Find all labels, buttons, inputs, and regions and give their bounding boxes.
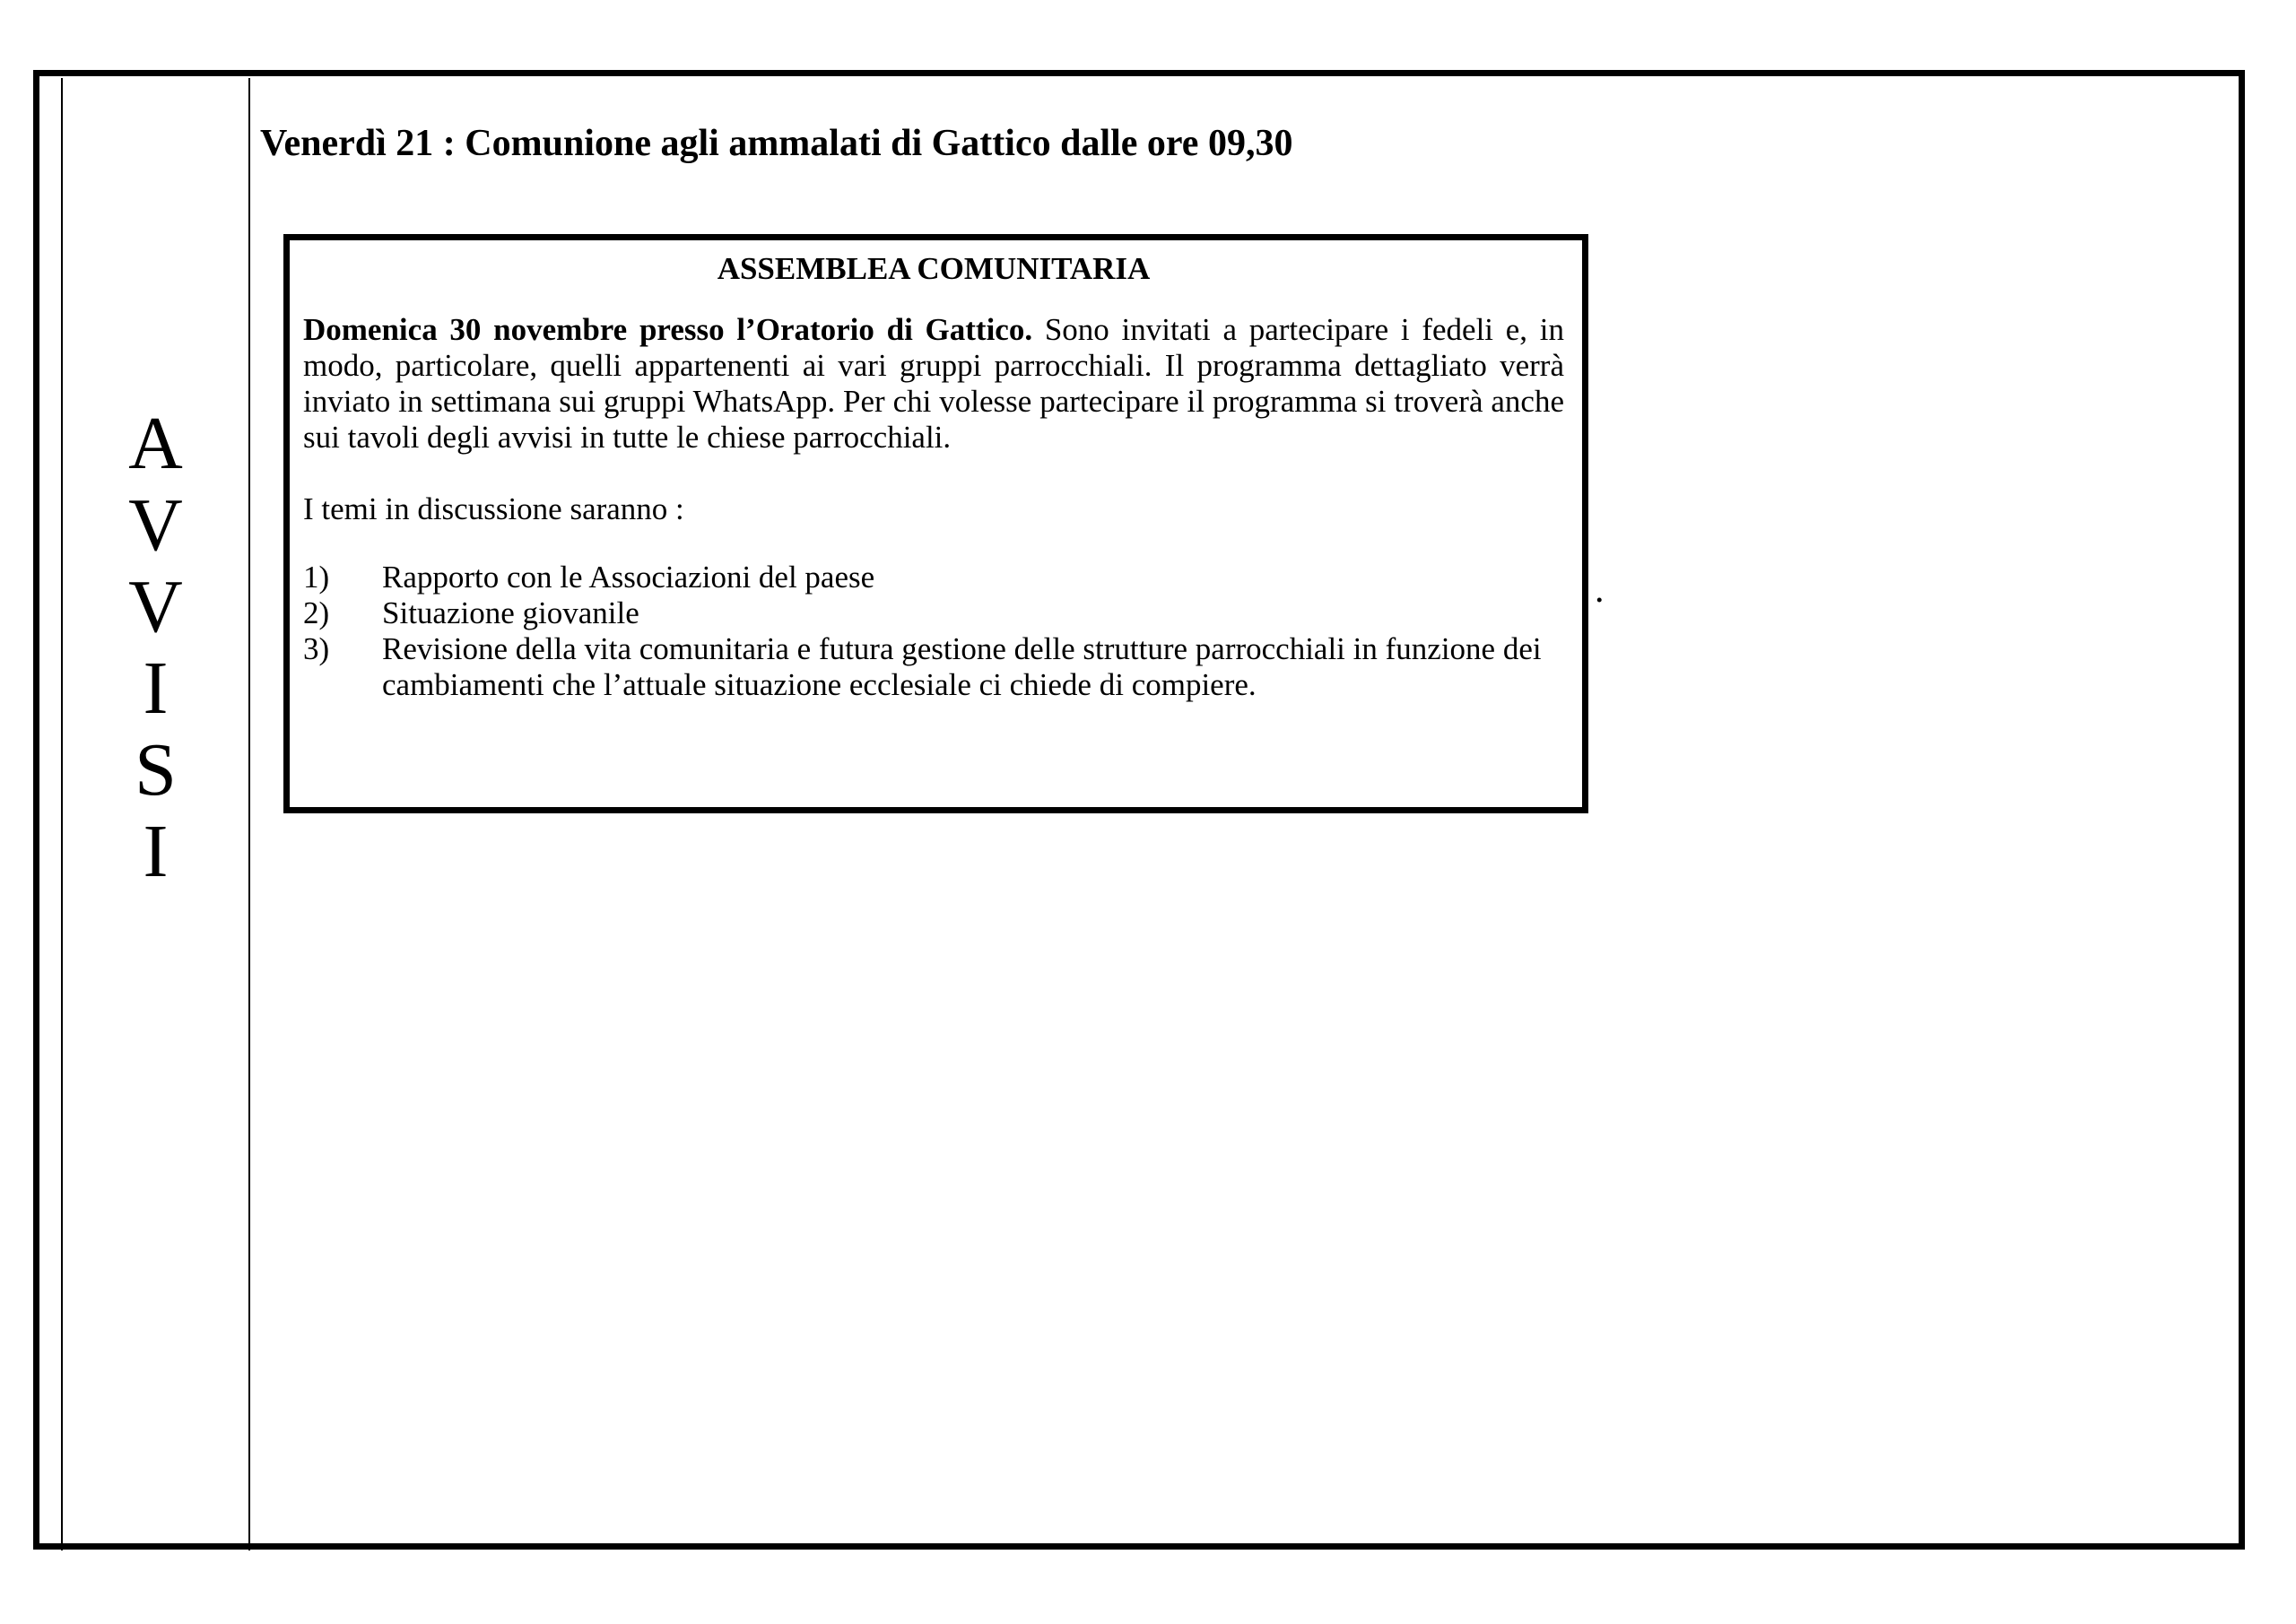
- topic-number: 2): [303, 595, 330, 630]
- list-item: [303, 631, 1564, 703]
- topic-text: Revisione della vita comunitaria e futura gestione delle strutture parrocchiali in funzione dei cambiamenti che l’attuale situazione ecclesiale ci chiede di compiere.: [382, 631, 1542, 702]
- sidebar-letter: V: [128, 483, 183, 567]
- topics-label: I temi in discussione saranno :: [303, 491, 684, 526]
- topics-list: [303, 560, 1564, 703]
- topic-text: Rapporto con le Associazioni del paese: [382, 560, 875, 595]
- topic-text: Situazione giovanile: [382, 595, 639, 630]
- topic-number: 1): [303, 560, 330, 595]
- notice-body: [303, 312, 1564, 456]
- list-item: [303, 595, 1564, 631]
- assembly-notice-box: [283, 234, 1588, 813]
- sidebar-letter: A: [128, 402, 183, 485]
- notice-title: ASSEMBLEA COMUNITARIA: [717, 251, 1151, 286]
- sidebar-letter: V: [128, 565, 183, 648]
- stray-period-mark: .: [1595, 569, 1605, 611]
- sidebar-vertical-label: [63, 403, 248, 892]
- headline-notice: Venerdì 21 : Comunione agli ammalati di Gattico dalle ore 09,30: [260, 123, 1293, 164]
- list-item: [303, 560, 1564, 595]
- sidebar-letter: I: [143, 810, 169, 893]
- notice-intro-bold: Domenica 30 novembre presso l’Oratorio di Gattico.: [303, 312, 1033, 347]
- sidebar-letter: S: [135, 728, 177, 812]
- sidebar-avvisi: [61, 78, 250, 1550]
- topic-number: 3): [303, 631, 330, 666]
- notice-intro-text: Sono invitati a partecipare i fedeli e, in modo, particolare, quelli appartenenti ai vari gruppi parrocchiali. Il programma dettagliato verrà inviato in settimana sui gruppi WhatsApp. Per chi volesse partecipare il programma si troverà anche sui tavoli degli avvisi in tutte le chiese parrocchiali.: [303, 312, 1564, 455]
- sidebar-letter: I: [143, 647, 169, 730]
